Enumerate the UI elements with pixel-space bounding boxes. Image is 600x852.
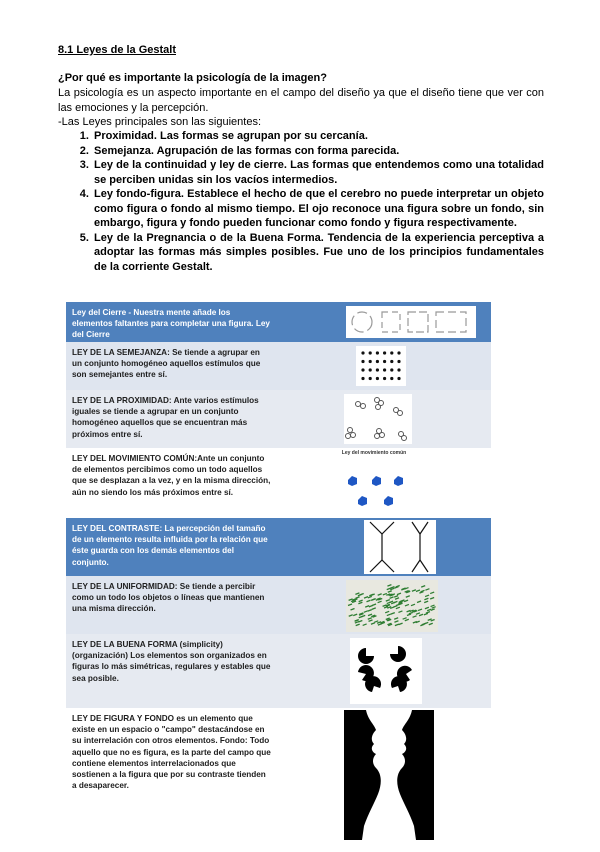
uniformity-stroke [403, 618, 407, 620]
uniformity-stroke [351, 609, 355, 611]
uniformity-stroke [411, 604, 415, 606]
law-item: 4. Ley fondo-figura. Establece el hecho de que el cerebro no puede interpretar un objeto como figura o fondo al mismo tiempo. El ojo reconoce una figura sobre un fondo, sin embargo, figura y fondo pueden funcionar como fondo y figura respectivamente. [92, 187, 544, 231]
uniformity-stroke [378, 624, 382, 626]
uniformity-stroke [427, 609, 431, 611]
uniformity-stroke [394, 587, 398, 589]
uniformity-stroke [395, 624, 399, 626]
uniformity-stroke [364, 611, 368, 613]
row-text: LEY DE LA SEMEJANZA: Se tiende a agrupar en un conjunto homogéneo aquellos estímulos que son semejantes entre sí. [72, 348, 261, 380]
uniformity-stroke [417, 601, 421, 603]
uniformity-stroke [368, 618, 372, 620]
section-title: 8.1 Leyes de la Gestalt [58, 44, 177, 56]
intro-paragraph: La psicología es un aspecto importante en el campo del diseño ya que el diseño tiene que ver con las emociones y la percepción. [58, 87, 544, 114]
table-row-buena-forma [66, 634, 491, 708]
uniformity-stroke [394, 596, 398, 598]
row-text: LEY DEL CONTRASTE: La percepción del tamaño de un elemento resulta influida por la relación que éste guarda con los demás elementos del conjunto. [72, 524, 268, 567]
uniformity-stroke [391, 613, 395, 615]
uniformity-stroke [387, 614, 391, 616]
row-text: LEY DE LA BUENA FORMA (simplicity) (organización) Los elementos son organizados en figuras lo más simétricas, regulares y estables que sea posible. [72, 640, 271, 683]
similarity-dot [383, 351, 386, 354]
uniformity-stroke [368, 610, 372, 612]
uniformity-stroke [359, 600, 363, 602]
closure-illustration [346, 306, 476, 338]
uniformity-stroke [409, 612, 413, 614]
uniformity-stroke [367, 600, 371, 602]
uniformity-stroke [353, 614, 357, 616]
uniformity-stroke [359, 616, 363, 618]
uniformity-stroke [421, 586, 425, 588]
uniformity-illustration [346, 580, 438, 632]
uniformity-stroke [424, 598, 428, 600]
uniformity-stroke [365, 606, 369, 608]
table-row-proximidad [66, 390, 491, 448]
table-row-uniformidad [66, 576, 491, 634]
uniformity-stroke [420, 624, 424, 626]
uniformity-stroke [374, 621, 378, 623]
uniformity-stroke [395, 598, 399, 600]
uniformity-stroke [430, 592, 434, 594]
uniformity-stroke [431, 605, 435, 607]
uniformity-stroke [355, 622, 359, 624]
similarity-dot [397, 360, 400, 363]
uniformity-stroke [390, 597, 394, 599]
uniformity-stroke [406, 596, 410, 598]
uniformity-stroke [398, 611, 402, 613]
proximity-illustration [344, 394, 412, 444]
uniformity-stroke [424, 613, 428, 615]
figure-ground-illustration [344, 710, 434, 840]
uniformity-stroke [391, 602, 395, 604]
uniformity-stroke [372, 599, 376, 601]
table-row-cierre [66, 302, 491, 342]
uniformity-stroke [405, 604, 409, 606]
uniformity-stroke [348, 604, 352, 606]
uniformity-stroke [355, 593, 359, 595]
uniformity-stroke [405, 619, 409, 621]
row-text: LEY DE LA UNIFORMIDAD: Se tiende a percibir como un todo los objetos o líneas que mantienen una misma dirección. [72, 582, 265, 614]
uniformity-stroke [368, 596, 372, 598]
common-movement-label: Ley del movimiento común [341, 450, 407, 456]
row-text: LEY DE FIGURA Y FONDO es un elemento que existe en un espacio o "campo" destacándose en su interrelación con otros elementos. Fondo: Todo aquello que no es figura, es la parte del campo que contiene elementos interrelacionados que sostienen a la figura que por su contraste tienden a desaparecer. [72, 714, 271, 791]
similarity-dot [390, 351, 393, 354]
laws-lead: -Las Leyes principales son las siguientes: [58, 116, 262, 128]
similarity-dot [361, 351, 364, 354]
gestalt-table [66, 302, 491, 852]
uniformity-stroke [397, 593, 401, 595]
uniformity-stroke [369, 620, 373, 622]
uniformity-stroke [349, 599, 353, 601]
uniformity-stroke [369, 605, 373, 607]
law-item: 3. Ley de la continuidad y ley de cierre. Las formas que entendemos como una totalidad se perciben unidas sin los vacíos intermedios. [92, 158, 544, 187]
similarity-dot [369, 360, 372, 363]
table-row-contraste [66, 518, 491, 576]
uniformity-stroke [356, 597, 360, 599]
similarity-illustration [356, 346, 406, 386]
uniformity-stroke [394, 618, 398, 620]
uniformity-stroke [426, 612, 430, 614]
uniformity-stroke [349, 615, 353, 617]
table-row-semejanza [66, 342, 491, 390]
similarity-dot [397, 377, 400, 380]
similarity-dot [397, 368, 400, 371]
uniformity-stroke [416, 613, 420, 615]
uniformity-stroke [416, 590, 420, 592]
similarity-dot [369, 377, 372, 380]
uniformity-stroke [419, 614, 423, 616]
uniformity-stroke [425, 595, 429, 597]
uniformity-stroke [425, 589, 429, 591]
uniformity-stroke [431, 609, 435, 611]
uniformity-stroke [371, 623, 375, 625]
question-heading: ¿Por qué es importante la psicología de la imagen? [58, 72, 327, 84]
uniformity-stroke [368, 614, 372, 616]
law-item: 2. Semejanza. Agrupación de las formas con forma parecida. [92, 144, 544, 159]
uniformity-stroke [378, 594, 382, 596]
uniformity-stroke [399, 623, 403, 625]
similarity-dot [397, 351, 400, 354]
uniformity-stroke [358, 620, 362, 622]
row-text: Ley del Cierre - Nuestra mente añade los elementos faltantes para completar una figura. Ley del Cierre [72, 308, 270, 340]
similarity-dot [369, 351, 372, 354]
uniformity-stroke [419, 592, 423, 594]
similarity-dot [383, 377, 386, 380]
uniformity-stroke [424, 601, 428, 603]
similarity-dot [376, 360, 379, 363]
similarity-dot [369, 368, 372, 371]
uniformity-stroke [429, 623, 433, 625]
law-item: 1. Proximidad. Las formas se agrupan por su cercanía. [92, 129, 544, 144]
row-text: LEY DEL MOVIMIENTO COMÚN:Ante un conjunto de elementos percibimos como un todo aquellos que se desplazan a la vez, y en la misma dirección, aún no siendo los más próximos entre sí. [72, 454, 271, 497]
uniformity-stroke [372, 608, 376, 610]
similarity-dot [376, 377, 379, 380]
uniformity-stroke [388, 591, 392, 593]
contrast-illustration [364, 520, 436, 574]
similarity-dot [390, 368, 393, 371]
uniformity-stroke [412, 590, 416, 592]
uniformity-stroke [358, 602, 362, 604]
uniformity-stroke [378, 601, 382, 603]
uniformity-stroke [396, 607, 400, 609]
similarity-dot [390, 377, 393, 380]
similarity-dot [361, 368, 364, 371]
uniformity-stroke [404, 600, 408, 602]
table-row-movimiento [66, 448, 491, 518]
uniformity-stroke [430, 597, 434, 599]
uniformity-stroke [394, 621, 398, 623]
table-row-figura-fondo [66, 708, 491, 852]
row-text: LEY DE LA PROXIMIDAD: Ante varios estímulos iguales se tiende a agrupar en un conjunto homogéneo aquellos que se encuentran más próximos entre sí. [72, 396, 259, 439]
uniformity-stroke [385, 611, 389, 613]
uniformity-stroke [386, 600, 390, 602]
similarity-dot [383, 360, 386, 363]
uniformity-stroke [418, 609, 422, 611]
uniformity-stroke [364, 597, 368, 599]
uniformity-stroke [413, 616, 417, 618]
similarity-dot [361, 377, 364, 380]
uniformity-stroke [424, 622, 428, 624]
laws-list [58, 129, 544, 274]
similarity-dot [361, 360, 364, 363]
uniformity-stroke [393, 606, 397, 608]
uniformity-stroke [369, 594, 373, 596]
common-movement-illustration [338, 450, 410, 516]
uniformity-stroke [425, 607, 429, 609]
similarity-dot [376, 368, 379, 371]
uniformity-stroke [363, 624, 367, 626]
uniformity-stroke [387, 585, 391, 587]
uniformity-stroke [356, 624, 360, 626]
similarity-dot [383, 368, 386, 371]
uniformity-stroke [355, 620, 359, 622]
law-item: 5. Ley de la Pregnancia o de la Buena Forma. Tendencia de la experiencia perceptiva a adoptar las formas más simples posibles. Fue uno de los principios fundamentales de la corriente Gestalt. [92, 231, 544, 275]
similarity-dot [376, 351, 379, 354]
uniformity-stroke [389, 601, 393, 603]
uniformity-stroke [360, 593, 364, 595]
good-form-illustration [350, 638, 422, 704]
uniformity-stroke [432, 607, 436, 609]
similarity-dot [390, 360, 393, 363]
